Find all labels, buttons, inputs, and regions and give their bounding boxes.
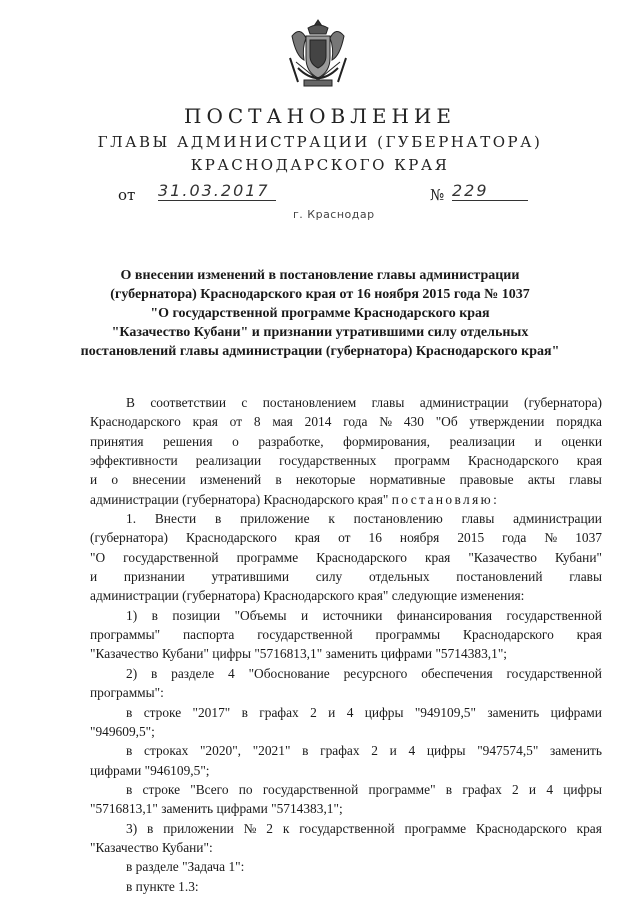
body-line [90, 741, 602, 760]
word: программе [236, 549, 299, 565]
word: внесении [132, 472, 186, 488]
word: № [544, 530, 558, 546]
body-line: "Казачество Кубани" цифры "5716813,1" заменить цифрами "5714383,1"; [90, 646, 508, 662]
document-date: 31.03.2017 [158, 182, 276, 201]
word: и [534, 433, 542, 449]
body-line [90, 606, 602, 625]
word: "2020", [199, 743, 242, 759]
word: финансирования [396, 607, 493, 623]
word: разделе [171, 665, 215, 681]
word: заменить [487, 704, 540, 720]
word: в [241, 704, 248, 720]
word: края [294, 530, 321, 546]
word: государственной [506, 665, 602, 681]
word: 4 [546, 781, 554, 797]
word: главы [461, 511, 495, 527]
word: изменений [199, 472, 262, 488]
body-line: администрации (губернатора) Краснодарского края" постановляю: [90, 491, 500, 507]
word: 1) [126, 607, 138, 623]
decree-word: постановляю: [391, 491, 500, 507]
issuer-line-2: КРАСНОДАРСКОГО КРАЯ [190, 156, 450, 174]
document-title [80, 266, 560, 361]
word: строке [143, 704, 182, 720]
word: Кубани" [554, 549, 602, 565]
body-line [90, 780, 602, 799]
word: реализации [195, 453, 262, 469]
word: силу [315, 569, 343, 585]
word: и [389, 743, 397, 759]
word: соответствии [150, 395, 226, 410]
word: в [147, 820, 154, 836]
body-line [90, 819, 602, 838]
word: администрации [513, 511, 602, 527]
word: строках [144, 743, 189, 759]
word: 2 [512, 781, 519, 797]
word: "Всего [190, 781, 229, 797]
word: отдельных [368, 569, 430, 585]
word: администрации [419, 395, 509, 410]
title-line: (губернатора) Краснодарского края от 16 ноября 2015 года № 1037 [110, 287, 530, 302]
word: в [151, 607, 158, 623]
word: акты [527, 472, 555, 488]
word: (губернатора) [90, 530, 168, 546]
word: 8 [253, 414, 261, 430]
word: 2 [310, 704, 317, 720]
word: 4 [408, 743, 416, 759]
title-line: О внесении изменений в постановление главы администрации [120, 268, 520, 283]
word: В [126, 395, 135, 410]
date-prefix: от [118, 186, 136, 204]
word: эффективности [90, 453, 178, 469]
word: края [425, 549, 451, 565]
word: Краснодарского [463, 627, 554, 643]
title-line: "Казачество Кубани" и признании утратившими силу отдельных [111, 325, 529, 340]
word: разработке, [258, 433, 324, 449]
word: 2) [126, 665, 138, 681]
word: в [126, 704, 133, 720]
word: государственной [506, 607, 602, 623]
city-label: г. Краснодар [293, 208, 375, 221]
word: принятия [90, 433, 144, 449]
word: 1037 [575, 530, 602, 546]
body-line: в разделе "Задача 1": [126, 859, 245, 875]
body-line [90, 451, 602, 470]
word: года [343, 414, 368, 430]
word: Краснодарского [186, 530, 277, 546]
word: правовые [459, 472, 514, 488]
word: края [576, 820, 602, 836]
word: главы [569, 472, 602, 488]
word: графах [462, 781, 502, 797]
document-body [90, 393, 602, 896]
body-line [90, 393, 602, 412]
word: Краснодарского [90, 414, 181, 430]
word: цифры [364, 704, 404, 720]
word: приложении [163, 820, 234, 836]
word: главы [569, 569, 602, 585]
word: и [90, 569, 98, 585]
body-line [90, 548, 602, 567]
word: Краснодарского [467, 453, 559, 469]
word: государственных [279, 453, 377, 469]
word: строке [142, 781, 181, 797]
word: от [338, 530, 351, 546]
word: года [502, 530, 527, 546]
word: по [238, 781, 253, 797]
word: 430 [403, 414, 424, 430]
word: источники [322, 607, 383, 623]
word: в [150, 665, 158, 681]
word: решения [163, 433, 213, 449]
word: № [243, 820, 257, 836]
word: № [379, 414, 393, 430]
word: обеспечения [421, 665, 493, 681]
word: мая [272, 414, 293, 430]
word: государственной [299, 820, 395, 836]
word: "Об [435, 414, 458, 430]
word: "Объемы [234, 607, 287, 623]
body-line: "949609,5"; [90, 723, 155, 739]
word: "О [90, 549, 106, 565]
word: цифрами [550, 704, 602, 720]
body-line [90, 625, 602, 644]
word: графах [320, 743, 360, 759]
word: порядка [556, 414, 602, 430]
body-line: "5716813,1" заменить цифрами "5714383,1"; [90, 801, 343, 817]
word: Краснодарского [475, 820, 567, 836]
word: постановлению [353, 511, 443, 527]
word: 2014 [304, 414, 332, 430]
body-line [90, 412, 602, 431]
word: 1. [126, 511, 137, 527]
word: Внести [154, 511, 197, 527]
body-line [90, 703, 602, 722]
word: признании [123, 569, 185, 585]
body-line [90, 509, 602, 528]
word: 2015 [457, 530, 485, 546]
word: о [111, 472, 119, 488]
word: главы [371, 395, 405, 410]
word: и [528, 781, 537, 797]
word: в [215, 511, 222, 527]
word: и [300, 607, 309, 623]
document-type-heading: ПОСТАНОВЛЕНИЕ [184, 104, 456, 128]
word: и [328, 704, 336, 720]
body-line: администрации (губернатора) Краснодарского края" следующие изменения: [90, 588, 525, 604]
word: программе [404, 820, 467, 836]
word: оценки [561, 433, 602, 449]
word: заменить [550, 743, 602, 759]
word: графах [259, 704, 299, 720]
body-line: программы": [90, 685, 164, 701]
word: в [302, 743, 309, 759]
title-line: "О государственной программе Краснодарского края [150, 306, 490, 321]
word: в [126, 743, 133, 759]
body-line [90, 567, 602, 586]
word: 4 [346, 704, 354, 720]
word: цифры [426, 743, 466, 759]
word: в [126, 781, 133, 797]
word: края [192, 414, 218, 430]
word: "2017" [192, 704, 231, 720]
word: 2 [371, 743, 378, 759]
word: программ [394, 453, 450, 469]
word: постановлением [262, 395, 357, 410]
word: 16 [368, 530, 382, 546]
word: "947574,5" [477, 743, 539, 759]
word: паспорта [182, 627, 235, 643]
word: к [282, 820, 290, 836]
body-line [90, 528, 602, 547]
word: утверждении [469, 414, 545, 430]
word: "2021" [252, 743, 291, 759]
word: государственной [257, 627, 353, 643]
word: о [232, 433, 239, 449]
word: утратившими [211, 569, 290, 585]
word: реализации [449, 433, 516, 449]
word: постановлений [456, 569, 543, 585]
word: от [229, 414, 243, 430]
word: в [445, 781, 453, 797]
word: программе" [368, 781, 436, 797]
word: с [241, 395, 248, 410]
word: к [328, 511, 335, 527]
body-line: "Казачество Кубани": [90, 839, 213, 855]
word: нормативные [369, 472, 446, 488]
word: программы" [90, 627, 161, 643]
word: края [576, 453, 602, 469]
word: программы [375, 627, 441, 643]
word: цифры [563, 781, 602, 797]
body-line: цифрами "946109,5"; [90, 762, 210, 778]
issuer-line-1: ГЛАВЫ АДМИНИСТРАЦИИ (ГУБЕРНАТОРА) [97, 133, 543, 151]
word: государственной [262, 781, 359, 797]
word: в [275, 472, 282, 488]
word: 3) [126, 820, 138, 836]
word: позиции [172, 607, 221, 623]
number-prefix: № [430, 186, 445, 204]
word: Краснодарского [316, 549, 407, 565]
word: ресурсного [343, 665, 408, 681]
word: 2 [266, 820, 273, 836]
word: "Обоснование [248, 665, 330, 681]
word: некоторые [295, 472, 356, 488]
word: государственной [123, 549, 219, 565]
word: 4 [228, 665, 235, 681]
word: "Казачество [468, 549, 537, 565]
coat-of-arms-icon [286, 18, 350, 92]
word: и [90, 472, 98, 488]
word: (губернатора) [523, 395, 602, 410]
body-line [90, 470, 602, 489]
body-line: в пункте 1.3: [126, 878, 199, 894]
word: ноября [399, 530, 440, 546]
title-line: постановлений главы администрации (губернатора) Краснодарского края" [80, 344, 560, 359]
document-number: 229 [452, 182, 528, 201]
word: края [576, 627, 602, 643]
body-line [90, 432, 602, 451]
word: "949109,5" [414, 704, 476, 720]
word: формирования, [343, 433, 430, 449]
word: приложение [240, 511, 310, 527]
body-line [90, 664, 602, 683]
